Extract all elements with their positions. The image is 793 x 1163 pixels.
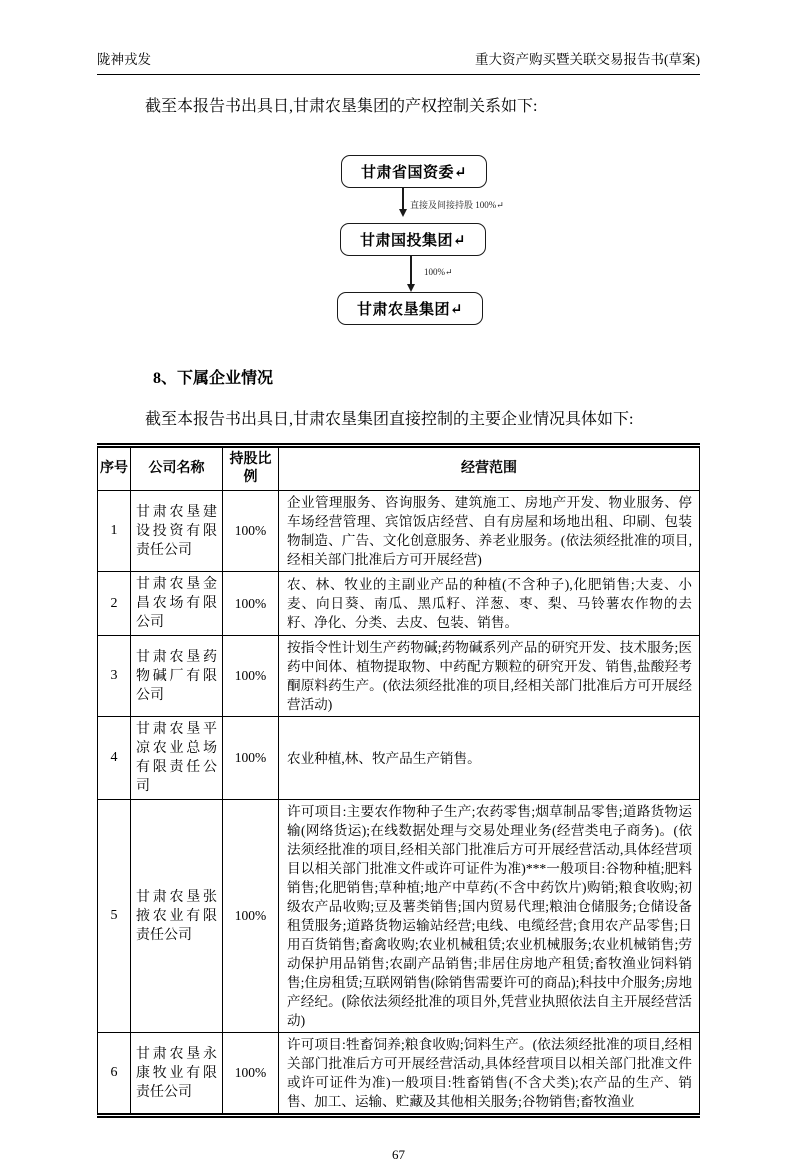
- header-right-title: 重大资产购买暨关联交易报告书(草案): [475, 52, 700, 67]
- row-no: 5: [98, 800, 131, 1033]
- down-arrow-head-icon: [399, 209, 407, 217]
- flow-node-label: 甘肃省国资委↵: [360, 165, 468, 181]
- table-row: [98, 636, 700, 717]
- company-name-cell: 甘肃农垦金昌农场有限公司: [131, 572, 223, 636]
- down-arrow-line-icon: [402, 188, 404, 210]
- flow-node-gansu-sasac: [341, 155, 487, 188]
- flow-node-label: 甘肃国投集团↵: [359, 233, 467, 249]
- table-row: [98, 491, 700, 572]
- down-arrow-head-icon: [407, 284, 415, 292]
- row-no: 1: [98, 491, 131, 572]
- section-heading: 8、下属企业情况: [153, 370, 274, 387]
- business-scope-cell: 企业管理服务、咨询服务、建筑施工、房地产开发、物业服务、停车场经营管理、宾馆饭店经营、自有房屋和场地出租、印刷、包装物制造、广告、文化创意服务、养老业服务。(依法须经批准的项目,经相关部门批准后方可开展经营): [279, 491, 700, 572]
- edge-label-direct-indirect: 直接及间接持股 100%↵: [410, 200, 504, 210]
- company-name-cell: 甘肃农垦张掖农业有限责任公司: [131, 800, 223, 1033]
- table-row: [98, 572, 700, 636]
- row-no: 3: [98, 636, 131, 717]
- company-name-cell: 甘肃农垦药物碱厂有限公司: [131, 636, 223, 717]
- shareholding-cell: 100%: [223, 491, 279, 572]
- ownership-flowchart: [97, 142, 700, 338]
- business-scope-cell: 农业种植,林、牧产品生产销售。: [279, 717, 700, 800]
- col-header-no: 序号: [98, 446, 131, 491]
- table-intro-paragraph: 截至本报告书出具日,甘肃农垦集团直接控制的主要企业情况具体如下:: [145, 411, 634, 428]
- intro-paragraph: 截至本报告书出具日,甘肃农垦集团的产权控制关系如下:: [145, 98, 538, 115]
- flow-node-gansu-nongken: [337, 292, 483, 325]
- company-name-cell: 甘肃农垦平凉农业总场有限责任公司: [131, 717, 223, 800]
- flow-node-label: 甘肃农垦集团↵: [356, 302, 464, 318]
- page-header: [97, 50, 700, 75]
- business-scope-cell: 许可项目:牲畜饲养;粮食收购;饲料生产。(依法须经批准的项目,经相关部门批准后方可开展经营活动,具体经营项目以相关部门批准文件或许可证件为准)一般项目:牲畜销售(不含犬类);农产品的生产、销售、加工、运输、贮藏及其他相关服务;谷物销售;畜牧渔业: [279, 1033, 700, 1116]
- header-left-title: 陇神戎发: [97, 52, 151, 67]
- flow-node-gansu-guotou: [340, 223, 486, 256]
- row-no: 6: [98, 1033, 131, 1116]
- table-row: [98, 1033, 700, 1116]
- shareholding-cell: 100%: [223, 1033, 279, 1116]
- company-name-cell: 甘肃农垦永康牧业有限责任公司: [131, 1033, 223, 1116]
- shareholding-cell: 100%: [223, 636, 279, 717]
- table-row: [98, 717, 700, 800]
- col-header-scope: 经营范围: [279, 446, 700, 491]
- row-no: 2: [98, 572, 131, 636]
- table-header-row: [98, 446, 700, 491]
- business-scope-cell: 按指令性计划生产药物碱;药物碱系列产品的研究开发、技术服务;医药中间体、植物提取物、中药配方颗粒的研究开发、销售,盐酸羟考酮原料药生产。(依法须经批准的项目,经相关部门批准后方可开展经营活动): [279, 636, 700, 717]
- shareholding-cell: 100%: [223, 717, 279, 800]
- col-header-company: 公司名称: [131, 446, 223, 491]
- col-header-ratio: 持股比例: [223, 446, 279, 491]
- subsidiaries-table: [97, 443, 700, 1118]
- page-number: 67: [392, 1147, 405, 1162]
- shareholding-cell: 100%: [223, 800, 279, 1033]
- business-scope-cell: 许可项目:主要农作物种子生产;农药零售;烟草制品零售;道路货物运输(网络货运);在线数据处理与交易处理业务(经营类电子商务)。(依法须经批准的项目,经相关部门批准后方可开展经营活动,具体经营项目以相关部门批准文件或许可证件为准)***一般项目:谷物种植;肥料销售;化肥销售;草种植;地产中草药(不含中药饮片)购销;粮食收购;初级农产品收购;豆及薯类销售;国内贸易代理;粮油仓储服务;仓储设备租赁服务;道路货物运输站经营;电线、电缆经营;食用农产品零售;日用百货销售;畜禽收购;农业机械租赁;农业机械服务;农业机械销售;劳动保护用品销售;农副产品销售;非居住房地产租赁;畜牧渔业饲料销售;住房租赁;互联网销售(除销售需要许可的商品);科技中介服务;房地产经纪。(除依法须经批准的项目外,凭营业执照依法自主开展经营活动): [279, 800, 700, 1033]
- company-name-cell: 甘肃农垦建设投资有限责任公司: [131, 491, 223, 572]
- table-row: [98, 800, 700, 1033]
- shareholding-cell: 100%: [223, 572, 279, 636]
- down-arrow-line-icon: [410, 255, 412, 285]
- row-no: 4: [98, 717, 131, 800]
- business-scope-cell: 农、林、牧业的主副业产品的种植(不含种子),化肥销售;大麦、小麦、向日葵、南瓜、黑瓜籽、洋葱、枣、梨、马铃薯农作物的去籽、净化、分类、去皮、包装、销售。: [279, 572, 700, 636]
- edge-label-100pct: 100%↵: [424, 267, 453, 277]
